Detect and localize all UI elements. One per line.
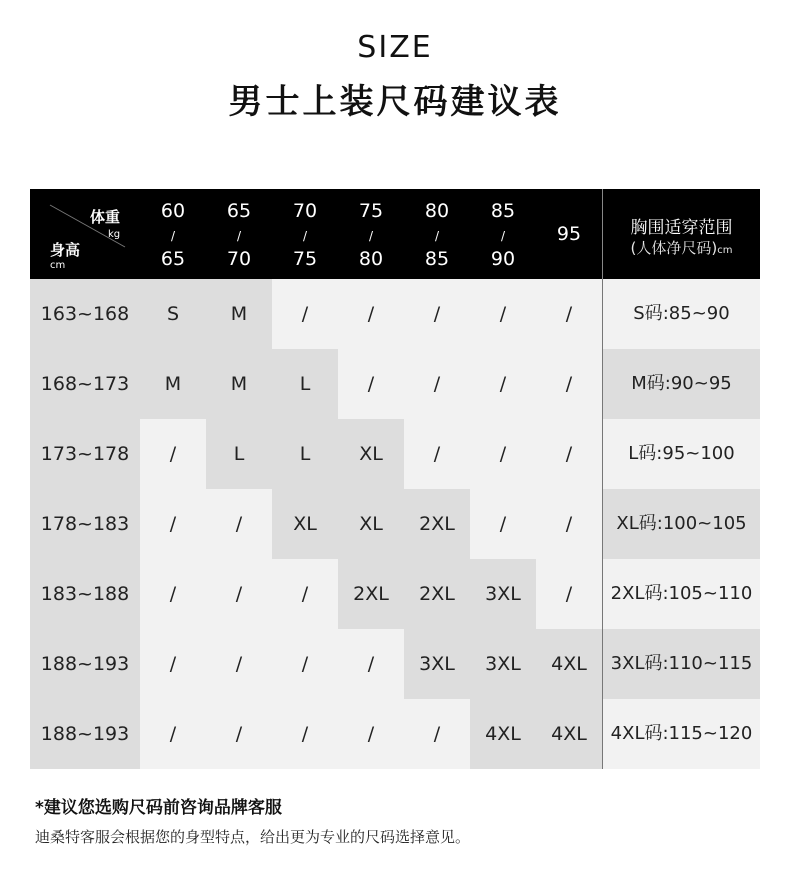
size-cell: S (140, 279, 206, 349)
note-heading: *建议您选购尺码前咨询品牌客服 (35, 798, 282, 818)
size-cell: / (169, 653, 177, 675)
size-cell: / (367, 653, 375, 675)
size-cell: 2XL (338, 559, 404, 629)
size-table (30, 189, 760, 769)
size-cell: / (433, 373, 441, 395)
table-header (30, 189, 760, 279)
weight-max: 80 (358, 248, 384, 270)
weight-min: 80 (424, 200, 450, 222)
chest-cell: XL码:100~105 (603, 489, 760, 559)
size-cell: 3XL (470, 559, 536, 629)
chest-cell: 3XL码:110~115 (603, 629, 760, 699)
size-cell: / (169, 583, 177, 605)
height-cell: 188~193 (30, 699, 140, 769)
size-cell: M (206, 349, 272, 419)
weight-max: 75 (292, 248, 318, 270)
chest-cell: M码:90~95 (603, 349, 760, 419)
size-cell: XL (272, 489, 338, 559)
size-cell: L (206, 419, 272, 489)
weight-slash: / (368, 229, 374, 243)
corner-header (30, 189, 140, 279)
size-cell: 4XL (470, 699, 536, 769)
size-cell: / (433, 443, 441, 465)
weight-max: 90 (490, 248, 516, 270)
weight-column-header (206, 189, 272, 279)
note-text: 迪桑特客服会根据您的身型特点，给出更为专业的尺码选择意见。 (35, 828, 471, 846)
size-cell: / (565, 373, 573, 395)
weight-max: 85 (424, 248, 450, 270)
size-cell: / (235, 723, 243, 745)
height-cell: 178~183 (30, 489, 140, 559)
weight-column-header (272, 189, 338, 279)
chest-sub-text: (人体净尺码) (630, 239, 718, 257)
height-cell: 163~168 (30, 279, 140, 349)
size-cell: / (433, 303, 441, 325)
weight-column-header (536, 189, 602, 279)
size-cell: / (301, 583, 309, 605)
diagonal-divider (30, 189, 140, 279)
size-cell: / (169, 723, 177, 745)
size-cell: 2XL (404, 559, 470, 629)
weight-min: 75 (358, 200, 384, 222)
title-english: SIZE (357, 30, 433, 65)
chest-subtitle (603, 237, 760, 258)
size-cell: / (301, 653, 309, 675)
title-chinese: 男士上装尺码建议表 (228, 82, 562, 122)
size-cell: / (301, 303, 309, 325)
table-row (30, 699, 760, 769)
table-row (30, 629, 760, 699)
size-cell: / (499, 373, 507, 395)
weight-slash: / (434, 229, 440, 243)
weight-slash: / (500, 229, 506, 243)
size-cell: / (169, 443, 177, 465)
height-unit: cm (50, 260, 66, 271)
weight-slash: / (236, 229, 242, 243)
weight-max: 65 (160, 248, 186, 270)
size-cell: M (206, 279, 272, 349)
size-cell: / (367, 723, 375, 745)
weight-unit: kg (108, 229, 121, 240)
height-label: 身高 (50, 241, 81, 259)
table-row (30, 489, 760, 559)
size-cell: / (499, 303, 507, 325)
table-row (30, 349, 760, 419)
size-cell: / (565, 303, 573, 325)
table-row (30, 419, 760, 489)
size-cell: 3XL (470, 629, 536, 699)
size-cell: / (235, 513, 243, 535)
height-cell: 173~178 (30, 419, 140, 489)
size-cell: / (169, 513, 177, 535)
weight-column-header (470, 189, 536, 279)
size-cell: / (235, 653, 243, 675)
chest-cell: L码:95~100 (603, 419, 760, 489)
height-cell: 168~173 (30, 349, 140, 419)
size-cell: / (367, 303, 375, 325)
weight-column-header (404, 189, 470, 279)
weight-slash: / (302, 229, 308, 243)
size-cell: / (565, 513, 573, 535)
chest-unit: cm (717, 245, 733, 256)
size-cell: / (301, 723, 309, 745)
size-cell: 4XL (536, 699, 602, 769)
weight-value: 95 (556, 223, 582, 245)
table-row (30, 559, 760, 629)
size-cell: M (140, 349, 206, 419)
chest-cell: S码:85~90 (603, 279, 760, 349)
weight-max: 70 (226, 248, 252, 270)
size-cell: XL (338, 419, 404, 489)
chest-cell: 2XL码:105~110 (603, 559, 760, 629)
height-cell: 188~193 (30, 629, 140, 699)
weight-min: 70 (292, 200, 318, 222)
weight-min: 60 (160, 200, 186, 222)
size-cell: / (235, 583, 243, 605)
size-cell: 2XL (404, 489, 470, 559)
size-cell: / (367, 373, 375, 395)
size-cell: 3XL (404, 629, 470, 699)
size-cell: L (272, 349, 338, 419)
weight-min: 65 (226, 200, 252, 222)
weight-column-header (338, 189, 404, 279)
weight-label: 体重 (90, 208, 121, 226)
chest-title: 胸围适穿范围 (630, 218, 733, 238)
size-cell: / (433, 723, 441, 745)
size-cell: / (499, 443, 507, 465)
size-cell: / (565, 443, 573, 465)
weight-slash: / (170, 229, 176, 243)
size-cell: 4XL (536, 629, 602, 699)
size-cell: / (565, 583, 573, 605)
weight-column-header (140, 189, 206, 279)
table-row (30, 279, 760, 349)
chest-header (603, 189, 760, 279)
size-cell: XL (338, 489, 404, 559)
size-cell: / (499, 513, 507, 535)
weight-min: 85 (490, 200, 516, 222)
chest-cell: 4XL码:115~120 (603, 699, 760, 769)
height-cell: 183~188 (30, 559, 140, 629)
size-cell: L (272, 419, 338, 489)
